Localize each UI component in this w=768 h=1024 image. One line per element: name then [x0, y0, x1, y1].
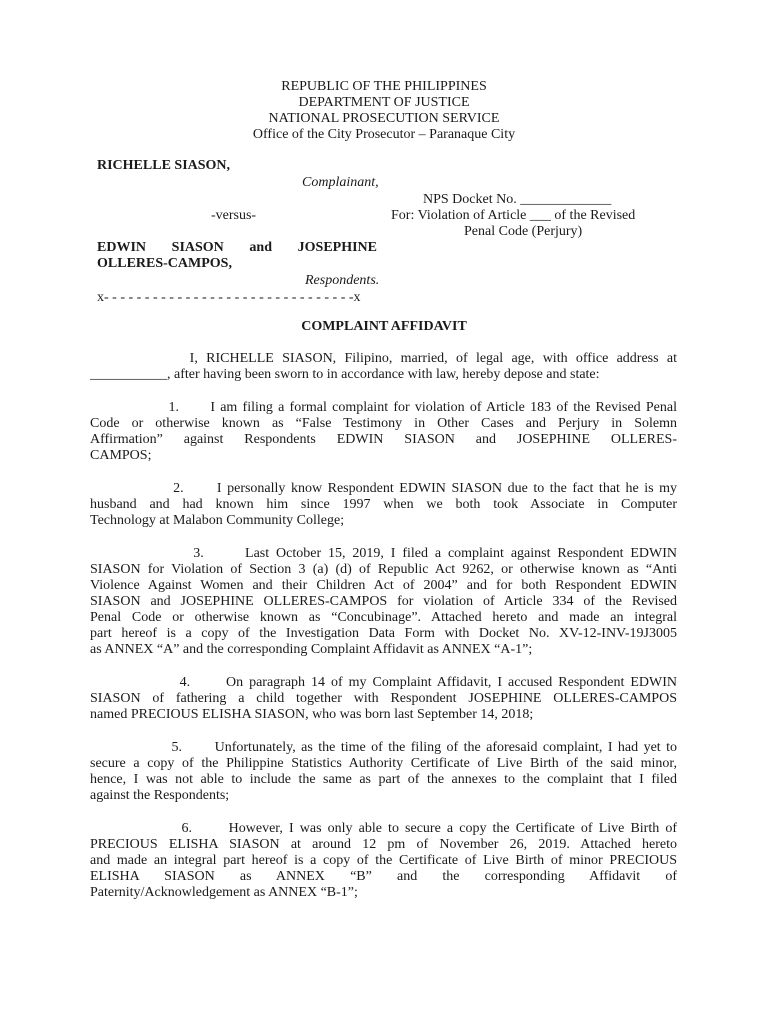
text-line: Code or otherwise known as “False Testimony in Other Cases and Perjury in Solemn: [90, 416, 677, 431]
text-line: against the Respondents;: [90, 788, 230, 803]
text-line: Violence Against Women and their Children Act of 2004” and for both Respondent EDWIN: [90, 578, 677, 593]
text-line: SIASON and JOSEPHINE OLLERES-CAMPOS for violation of Article 334 of the Revised: [90, 594, 677, 609]
text-line: I, RICHELLE SIASON, Filipino, married, of legal age, with office address at: [90, 351, 677, 366]
text-line: and made an integral part hereof is a copy of the Certificate of Live Birth of minor PRECIOUS: [90, 853, 677, 868]
text-line: 2. I personally know Respondent EDWIN SIASON due to the fact that he is my: [90, 481, 677, 496]
paragraph-1: [90, 400, 677, 464]
text-line: part hereof is a copy of the Investigation Data Form with Docket No. XV-12-INV-19J3005: [90, 626, 677, 641]
text-line: named PRECIOUS ELISHA SIASON, who was born last September 14, 2018;: [90, 707, 534, 722]
text-line: 5. Unfortunately, as the time of the filing of the aforesaid complaint, I had yet to: [90, 740, 677, 755]
text-line: PRECIOUS ELISHA SIASON at around 12 pm of November 26, 2019. Attached hereto: [90, 837, 677, 852]
paragraph-2: [90, 481, 677, 529]
versus-label: -versus-: [211, 208, 257, 223]
respondents-role: Respondents.: [305, 273, 380, 288]
text-line: ELISHA SIASON as ANNEX “B” and the corresponding Affidavit of: [90, 869, 677, 884]
docket-number: NPS Docket No. _____________: [423, 192, 612, 207]
text-line: Paternity/Acknowledgement as ANNEX “B-1”;: [90, 885, 358, 900]
header-republic: REPUBLIC OF THE PHILIPPINES: [281, 79, 487, 94]
paragraph-6: [90, 821, 677, 901]
header-department: DEPARTMENT OF JUSTICE: [298, 95, 470, 110]
complainant-name: RICHELLE SIASON,: [97, 158, 231, 173]
text-line: Technology at Malabon Community College;: [90, 513, 345, 528]
document-title: COMPLAINT AFFIDAVIT: [301, 319, 467, 334]
text-line: 6. However, I was only able to secure a copy the Certificate of Live Birth of: [90, 821, 677, 836]
caption-separator: x- - - - - - - - - - - - - - - - - - - - - - - - - - - - - - -x: [97, 290, 361, 305]
text-line: husband and had known him since 1997 when we both took Associate in Computer: [90, 497, 677, 512]
complainant-role: Complainant,: [302, 175, 379, 190]
paragraph-3: [90, 546, 677, 658]
text-line: SIASON of fathering a child together with Respondent JOSEPHINE OLLERES-CAMPOS: [90, 691, 677, 706]
text-line: hence, I was not able to include the same as part of the annexes to the complaint that I filed: [90, 772, 677, 787]
respondents-names-line2: OLLERES-CAMPOS,: [97, 256, 232, 271]
text-line: 3. Last October 15, 2019, I filed a complaint against Respondent EDWIN: [90, 546, 677, 561]
text-line: Penal Code or otherwise known as “Concubinage”. Attached hereto and made an integral: [90, 610, 677, 625]
violation-line1: For: Violation of Article ___ of the Revised: [391, 208, 636, 223]
text-line: SIASON for Violation of Section 3 (a) (d) of Republic Act 9262, or otherwise known as “Anti: [90, 562, 677, 577]
text-line: as ANNEX “A” and the corresponding Complaint Affidavit as ANNEX “A-1”;: [90, 642, 533, 657]
text-line: CAMPOS;: [90, 448, 152, 463]
text-line: Affirmation” against Respondents EDWIN SIASON and JOSEPHINE OLLERES-: [90, 432, 677, 447]
text-line: 1. I am filing a formal complaint for violation of Article 183 of the Revised Penal: [90, 400, 677, 415]
text-line: ___________, after having been sworn to in accordance with law, hereby depose and state:: [90, 367, 600, 382]
respondents-names-line1: EDWIN SIASON and JOSEPHINE: [97, 240, 377, 255]
header-service: NATIONAL PROSECUTION SERVICE: [268, 111, 500, 126]
text-line: secure a copy of the Philippine Statistics Authority Certificate of Live Birth of the said minor,: [90, 756, 677, 771]
text-line: 4. On paragraph 14 of my Complaint Affidavit, I accused Respondent EDWIN: [90, 675, 677, 690]
intro-paragraph: [90, 351, 677, 383]
header-office: Office of the City Prosecutor – Paranaque City: [252, 127, 516, 142]
paragraph-4: [90, 675, 677, 723]
violation-line2: Penal Code (Perjury): [464, 224, 583, 239]
paragraph-5: [90, 740, 677, 804]
